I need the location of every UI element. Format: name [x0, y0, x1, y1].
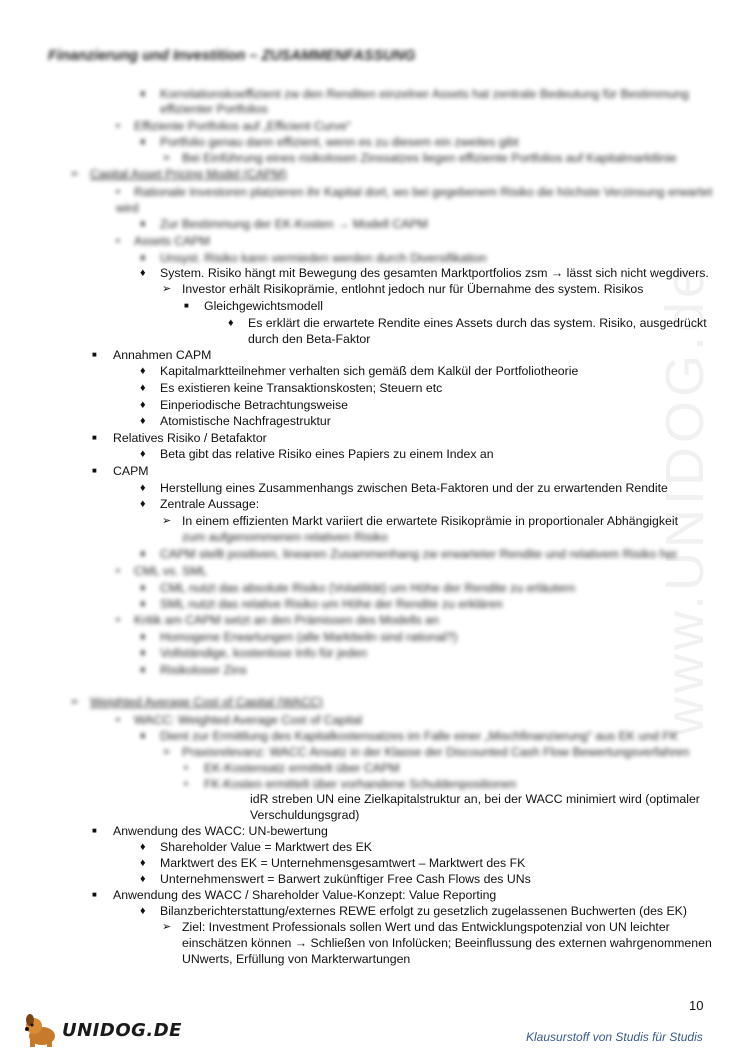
text-line: Einperiodische Betrachtungsweise — [160, 398, 348, 412]
diamond-bullet-icon: ♦ — [140, 631, 146, 643]
text-line: System. Risiko hängt mit Bewegung des gesamten Marktportfolios zsm → lässt sich nicht wegdivers. — [160, 266, 709, 280]
text-line: Atomistische Nachfragestruktur — [160, 414, 331, 428]
diamond-bullet-icon: ♦ — [228, 317, 234, 329]
text-line: Vollständige, kostenlose Info für jeden — [160, 646, 368, 660]
text-line: Es existieren keine Transaktionskosten; Steuern etc — [160, 381, 443, 395]
diamond-bullet-icon: ♦ — [140, 448, 146, 460]
diamond-bullet-icon: ♦ — [140, 136, 146, 148]
text-line: Marktwert des EK = Unternehmensgesamtwert – Marktwert des FK — [160, 856, 526, 870]
arrow-bullet-icon: ➢ — [70, 168, 80, 180]
diamond-bullet-icon: ♦ — [140, 582, 146, 594]
text-line: Rationale Investoren platzieren ihr Kapital dort, wo bei gegebenem Risiko die höchste Verzinsung erwartet — [134, 185, 713, 199]
text-line: idR streben UN eine Zielkapitalstruktur an, bei der WACC minimiert wird (optimaler — [250, 792, 700, 806]
diamond-bullet-icon: ♦ — [140, 841, 146, 853]
text-line: Bei Einführung eines risikolosen Zinssatzes liegen effiziente Portfolios auf Kapitalmarktlinie — [182, 151, 677, 165]
text-line: zum aufgenommenen relativen Risiko — [182, 530, 388, 544]
text-line: wird — [116, 201, 139, 215]
diamond-bullet-icon: ♦ — [140, 873, 146, 885]
text-line: EK-Kostensatz ermittelt über CAPM — [204, 761, 400, 775]
text-line: SML nutzt das relative Risiko um Höhe der Rendite zu erklären — [160, 597, 503, 611]
text-line: CML nutzt das absolute Risiko (Volatilität) um Höhe der Rendite zu erläutern — [160, 581, 576, 595]
text-line: Homogene Erwartungen (alle Marktteiln sind rational?) — [160, 630, 458, 644]
square-bullet-icon: ■ — [184, 301, 189, 310]
text-line: Kritik am CAPM setzt an den Prämissen des Modells an — [134, 613, 439, 627]
text-line: Unternehmenswert = Barwert zukünftiger Free Cash Flows des UNs — [160, 872, 531, 886]
square-bullet-icon: ▪ — [184, 778, 188, 790]
square-bullet-icon: ▪ — [116, 714, 120, 726]
square-bullet-icon: ■ — [92, 350, 97, 359]
square-bullet-icon: ■ — [92, 826, 97, 835]
text-line: Korrelationskoeffizient zw den Renditen einzelner Assets hat zentrale Bedeutung für Bestimmung — [160, 87, 689, 101]
square-bullet-icon: ▪ — [184, 762, 188, 774]
logo-text: UNIDOG.DE — [62, 1019, 182, 1041]
text-line: Kapitalmarktteilnehmer verhalten sich gemäß dem Kalkül der Portfoliotheorie — [160, 364, 579, 378]
watermark — [645, 250, 725, 750]
logo — [22, 1012, 182, 1048]
text-line: Praxisrelevanz: WACC Ansatz in der Klasse der Discounted Cash Flow Bewertungsverfahren — [182, 745, 690, 759]
diamond-bullet-icon: ♦ — [140, 415, 146, 427]
text-line: CAPM stellt positiven, linearen Zusammenhang zw erwarteter Rendite und relativem Risiko her — [160, 547, 678, 561]
diamond-bullet-icon: ♦ — [140, 730, 146, 742]
square-bullet-icon: ▪ — [116, 565, 120, 577]
square-bullet-icon: ■ — [92, 433, 97, 442]
diamond-bullet-icon: ♦ — [140, 598, 146, 610]
square-bullet-icon: ▪ — [116, 186, 120, 198]
text-line: Unsyst. Risiko kann vermieden werden durch Diversifikation — [160, 251, 487, 265]
diamond-bullet-icon: ♦ — [140, 382, 146, 394]
diamond-bullet-icon: ♦ — [140, 267, 146, 279]
text-line: Zentrale Aussage: — [160, 497, 260, 511]
diamond-bullet-icon: ♦ — [140, 857, 146, 869]
section-heading: Capital Asset Pricing Model (CAPM) — [90, 167, 287, 181]
text-line: UNwerts, Erfüllung von Markterwartungen — [182, 952, 411, 966]
arrow-bullet-icon: ➢ — [162, 921, 172, 933]
text-line: Investor erhält Risikoprämie, entlohnt jedoch nur für Übernahme des system. Risikos — [182, 282, 644, 296]
text-line: CML vs. SML — [134, 564, 208, 578]
square-bullet-icon: ▪ — [116, 120, 120, 132]
square-bullet-icon: ▪ — [116, 614, 120, 626]
text-line: Anwendung des WACC / Shareholder Value-Konzept: Value Reporting — [113, 888, 497, 902]
section-heading: Weighted Average Cost of Capital (WACC) — [90, 695, 323, 709]
arrow-bullet-icon: ➢ — [70, 696, 80, 708]
arrow-bullet-icon: ➢ — [162, 283, 172, 295]
text-line: Bilanzberichterstattung/externes REWE erfolgt zu gesetzlich zugelassenen Buchwerten (des EK) — [160, 904, 687, 918]
text-line: Portfolio genau dann effizient, wenn es zu diesem ein zweites gibt — [160, 135, 519, 149]
text-line: einschätzen können → Schließen von Infolücken; Beeinflussung des externen wahrgenommenen — [182, 936, 712, 950]
text-line: Gleichgewichtsmodell — [204, 299, 323, 313]
diamond-bullet-icon: ♦ — [140, 548, 146, 560]
diamond-bullet-icon: ♦ — [140, 498, 146, 510]
diamond-bullet-icon: ♦ — [140, 664, 146, 676]
diamond-bullet-icon: ♦ — [140, 218, 146, 230]
text-line: Effiziente Portfolios auf „Efficient Curve“ — [134, 119, 351, 133]
text-line: Dient zur Ermittlung des Kapitalkostensatzes im Falle einer „Mischfinanzierung“ aus EK und FK — [160, 729, 679, 743]
text-line: Es erklärt die erwartete Rendite eines Assets durch das system. Risiko, ausgedrückt — [248, 316, 707, 330]
square-bullet-icon: ■ — [92, 890, 97, 899]
text-line: Anwendung des WACC: UN-bewertung — [113, 824, 328, 838]
text-line: Verschuldungsgrad) — [250, 808, 360, 822]
text-line: FK-Kosten ermittelt über vorhandene Schuldenpositionen — [204, 777, 517, 791]
text-line: durch den Beta-Faktor — [248, 332, 371, 346]
text-line: Herstellung eines Zusammenhangs zwischen Beta-Faktoren und der zu erwartenden Rendite — [160, 481, 668, 495]
arrow-bullet-icon: ➢ — [162, 515, 172, 527]
diamond-bullet-icon: ♦ — [140, 88, 146, 100]
text-line: Risikoloser Zins — [160, 663, 247, 677]
text-line: effizienter Portfolios — [160, 102, 268, 116]
text-line: In einem effizienten Markt variiert die erwartete Risikoprämie in proportionaler Abhängigkeit — [182, 514, 678, 528]
text-line: Relatives Risiko / Betafaktor — [113, 431, 267, 445]
diamond-bullet-icon: ♦ — [140, 399, 146, 411]
arrow-bullet-icon: ➢ — [162, 152, 172, 164]
diamond-bullet-icon: ♦ — [140, 482, 146, 494]
text-line: Zur Bestimmung der EK-Kosten → Modell CAPM — [160, 217, 428, 231]
watermark-text: www.UNIDOG.de — [655, 263, 715, 737]
arrow-bullet-icon: ➢ — [162, 746, 172, 758]
diamond-bullet-icon: ♦ — [140, 365, 146, 377]
diamond-bullet-icon: ♦ — [140, 905, 146, 917]
footer-tagline: Klausurstoff von Studis für Studis — [526, 1030, 703, 1044]
square-bullet-icon: ▪ — [116, 235, 120, 247]
text-line: Shareholder Value = Marktwert des EK — [160, 840, 373, 854]
text-line: Beta gibt das relative Risiko eines Papiers zu einem Index an — [160, 447, 494, 461]
text-line: Ziel: Investment Professionals sollen Wert und das Entwicklungspotenzial von UN leichter — [182, 920, 670, 934]
square-bullet-icon: ■ — [92, 466, 97, 475]
dog-logo-icon — [22, 1012, 60, 1048]
diamond-bullet-icon: ♦ — [140, 647, 146, 659]
page-number: 10 — [689, 998, 704, 1013]
text-line: CAPM — [113, 464, 149, 478]
diamond-bullet-icon: ♦ — [140, 252, 146, 264]
text-line: WACC: Weighted Average Cost of Capital — [134, 713, 363, 727]
text-line: Annahmen CAPM — [113, 348, 212, 362]
page-title: Finanzierung und Investition – ZUSAMMENFASSUNG — [48, 48, 416, 64]
text-line: Assets CAPM — [134, 234, 210, 248]
